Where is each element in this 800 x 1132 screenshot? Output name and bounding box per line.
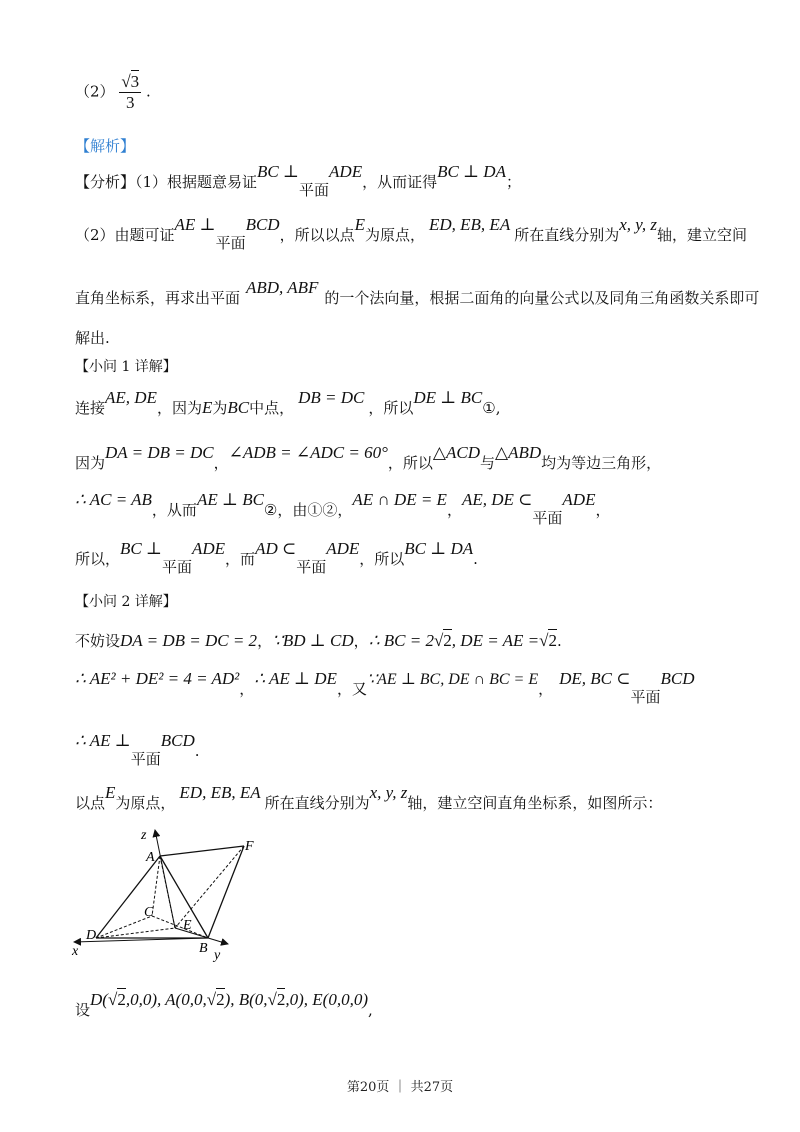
edge-AE bbox=[160, 856, 175, 928]
math: ADE bbox=[329, 162, 363, 181]
math: BCD bbox=[245, 215, 280, 234]
analysis-header: 【解析】 bbox=[75, 137, 136, 155]
text: . bbox=[473, 550, 478, 568]
q1-line-2 bbox=[75, 443, 662, 473]
edge-AF bbox=[160, 846, 244, 856]
answer-period: . bbox=[145, 82, 151, 101]
text: ，所以以点 bbox=[279, 226, 355, 244]
q2-line-2 bbox=[75, 669, 695, 706]
q1-line-4 bbox=[75, 539, 478, 576]
text: ， bbox=[257, 632, 273, 650]
edge-CB bbox=[152, 916, 208, 938]
plane-word: 平面 bbox=[299, 181, 330, 199]
math: BCD bbox=[160, 731, 195, 750]
text: 因为 bbox=[75, 454, 106, 472]
math: ,0,0), A(0,0, bbox=[125, 990, 207, 1009]
text: 为原点， bbox=[115, 794, 176, 812]
text: , bbox=[368, 1001, 373, 1019]
math: ADE bbox=[326, 539, 360, 558]
math: ED, EB, EA bbox=[429, 215, 511, 234]
analysis-line-1 bbox=[75, 162, 521, 199]
math: BC bbox=[227, 398, 250, 417]
label-C: C bbox=[144, 905, 154, 920]
text: ， bbox=[446, 501, 462, 519]
text: ，而 bbox=[225, 550, 256, 568]
q2-line-5: 设D(√2,0,0), A(0,0,√2), B(0,√2,0), E(0,0,0), bbox=[75, 990, 373, 1019]
text: 轴，建立空间直角坐标系，如图所示： bbox=[407, 794, 663, 812]
math: ∴ AE ⊥ bbox=[75, 731, 131, 750]
math: BC ⊥ bbox=[257, 162, 300, 181]
math: , DE = AE = bbox=[451, 631, 540, 650]
answer-sqrt-radicand: 3 bbox=[130, 72, 140, 91]
math: DE, BC ⊂ bbox=[559, 669, 631, 688]
math: DB = DC bbox=[298, 388, 365, 407]
text: 直角坐标系，再求出平面 bbox=[75, 289, 241, 307]
text: ，因为 bbox=[156, 399, 202, 417]
sqrt-radicand: 2 bbox=[548, 631, 557, 650]
math: ADE bbox=[562, 490, 596, 509]
math: ∴ AE² + DE² = 4 = AD² bbox=[75, 669, 240, 688]
sqrt-radicand: 2 bbox=[276, 990, 286, 1009]
math: ∴ AE ⊥ DE bbox=[254, 669, 337, 688]
label-A: A bbox=[146, 850, 155, 865]
math: ED, EB, EA bbox=[179, 783, 261, 802]
math: ∠ADB = ∠ADC = 60° bbox=[228, 443, 388, 462]
edge-FB bbox=[208, 846, 244, 938]
q1-line-3 bbox=[75, 490, 611, 527]
q2-header: 【小问 2 详解】 bbox=[75, 594, 177, 610]
text: ，所以 bbox=[368, 399, 414, 417]
text: ， bbox=[353, 632, 369, 650]
text: 为原点， bbox=[364, 226, 425, 244]
plane-word: 平面 bbox=[161, 558, 192, 576]
analysis-line-2 bbox=[75, 215, 748, 252]
text: ， bbox=[595, 501, 611, 519]
math: AD ⊂ bbox=[255, 539, 297, 558]
math: ∴ AC = AB bbox=[75, 490, 152, 509]
math: D( bbox=[90, 990, 108, 1009]
part2-answer bbox=[75, 72, 151, 113]
text: ， bbox=[213, 454, 229, 472]
edge-DA bbox=[96, 856, 160, 938]
coordinate-figure bbox=[68, 822, 268, 962]
q2-line-3 bbox=[75, 731, 200, 768]
sqrt-radicand: 2 bbox=[443, 631, 452, 650]
answer-fraction: $\frac{√3}{3}$ bbox=[121, 72, 140, 112]
text: ②，由①②， bbox=[263, 501, 353, 519]
text: ，又 bbox=[336, 680, 367, 698]
answer-denominator: 3 bbox=[126, 93, 135, 112]
text: 所以， bbox=[75, 550, 121, 568]
math: AE ⊥ BC bbox=[196, 490, 264, 509]
plane-word: 平面 bbox=[630, 688, 661, 706]
text: 以点 bbox=[75, 794, 106, 812]
math: DE ⊥ BC bbox=[413, 388, 483, 407]
label-x: x bbox=[72, 944, 79, 959]
analysis-line-3 bbox=[75, 278, 760, 308]
math: DA = DB = DC bbox=[105, 443, 214, 462]
label-y: y bbox=[214, 948, 221, 962]
math: △ACD bbox=[432, 443, 480, 462]
q1-line-1 bbox=[75, 388, 501, 418]
plane-word: 平面 bbox=[296, 558, 327, 576]
text: 轴，建立空间 bbox=[657, 226, 748, 244]
page-footer: 第20页 ｜ 共27页 bbox=[346, 1080, 454, 1095]
sqrt-radicand: 2 bbox=[117, 990, 126, 1009]
text: 与 bbox=[479, 454, 495, 472]
math: BC ⊥ DA bbox=[437, 162, 506, 181]
q1-header: 【小问 1 详解】 bbox=[75, 359, 177, 375]
text: ； bbox=[505, 173, 521, 191]
text: 所在直线分别为 bbox=[264, 794, 370, 812]
plane-word: 平面 bbox=[215, 234, 246, 252]
math: ∴ BC = 2 bbox=[368, 631, 434, 650]
math: AE, DE ⊂ bbox=[461, 490, 533, 509]
text: . bbox=[556, 632, 562, 650]
math: ), B(0, bbox=[224, 990, 268, 1009]
text: ， bbox=[239, 680, 255, 698]
text: 连接 bbox=[75, 399, 106, 417]
text: ，所以 bbox=[387, 454, 433, 472]
math: AE ∩ DE = E bbox=[352, 490, 447, 509]
text: 均为等边三角形， bbox=[541, 454, 662, 472]
analysis-line-4: 解出. bbox=[75, 329, 110, 347]
label-z: z bbox=[141, 828, 147, 843]
math: ADE bbox=[192, 539, 226, 558]
text: . bbox=[194, 742, 200, 760]
text: ， bbox=[538, 680, 554, 698]
math: BC ⊥ bbox=[120, 539, 162, 558]
text: 设 bbox=[75, 1001, 91, 1019]
math: E bbox=[201, 398, 213, 417]
text: （2）由题可证 bbox=[75, 226, 175, 244]
z-axis bbox=[155, 830, 175, 928]
label-E: E bbox=[183, 918, 192, 933]
math: ∵BD ⊥ CD bbox=[272, 631, 354, 650]
part2-label: （2） bbox=[75, 82, 115, 101]
math: E bbox=[105, 783, 116, 802]
math: DA = DB = DC = 2 bbox=[120, 631, 258, 650]
math: BCD bbox=[660, 669, 695, 688]
text: ，所以 bbox=[359, 550, 405, 568]
plane-word: 平面 bbox=[532, 509, 563, 527]
math: ABD, ABF bbox=[246, 278, 319, 297]
math: BC ⊥ DA bbox=[404, 539, 474, 558]
analysis-prefix: 【分析】（1）根据题意易证 bbox=[75, 173, 258, 191]
math: ,0), E(0,0,0) bbox=[285, 990, 368, 1009]
text: ，从而 bbox=[151, 501, 197, 519]
label-B: B bbox=[199, 941, 208, 956]
label-D: D bbox=[86, 928, 97, 943]
text: 不妨设 bbox=[75, 632, 121, 650]
math: E bbox=[354, 215, 365, 234]
q2-line-4 bbox=[75, 783, 663, 813]
math: AE ⊥ bbox=[174, 215, 216, 234]
text: 中点， bbox=[249, 399, 295, 417]
text: 为 bbox=[212, 399, 228, 417]
text: ①, bbox=[482, 399, 501, 417]
sqrt-radicand: 2 bbox=[216, 990, 225, 1009]
math: △ABD bbox=[495, 443, 542, 462]
math: AE, DE bbox=[105, 388, 157, 407]
plane-word: 平面 bbox=[130, 750, 161, 768]
q2-line-1: 不妨设DA = DB = DC = 2，∵BD ⊥ CD，∴ BC = 2√2, DE = AE =√2. bbox=[75, 631, 562, 650]
math: x, y, z bbox=[619, 215, 657, 234]
math: ∵AE ⊥ BC, DE ∩ BC = E bbox=[366, 671, 539, 688]
text: 的一个法向量，根据二面角的向量公式以及同角三角函数关系即可 bbox=[324, 289, 760, 307]
text: ，从而证得 bbox=[362, 173, 438, 191]
edge-FE bbox=[175, 846, 244, 928]
label-F: F bbox=[245, 839, 254, 854]
math: x, y, z bbox=[369, 783, 408, 802]
text: 所在直线分别为 bbox=[514, 226, 620, 244]
